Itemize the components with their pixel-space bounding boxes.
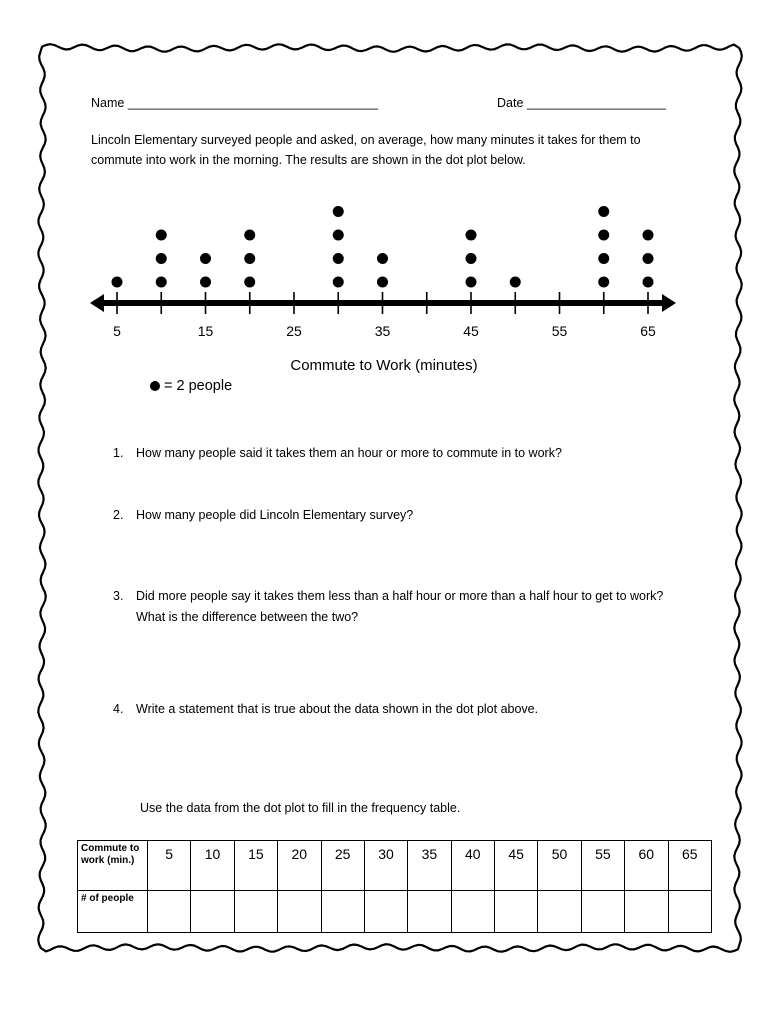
answer-cell[interactable] bbox=[668, 891, 712, 933]
row-header-people: # of people bbox=[78, 891, 148, 933]
data-dot bbox=[200, 253, 211, 264]
data-dot bbox=[156, 277, 167, 288]
name-field[interactable]: Name ____________________________________ bbox=[91, 96, 379, 110]
question-number: 2. bbox=[113, 508, 124, 522]
data-dot bbox=[112, 277, 123, 288]
answer-cell[interactable] bbox=[451, 891, 494, 933]
data-dot bbox=[643, 230, 654, 241]
right-arrow-icon bbox=[662, 294, 676, 312]
data-dot bbox=[244, 277, 255, 288]
answer-cell[interactable] bbox=[148, 891, 191, 933]
data-dot bbox=[643, 277, 654, 288]
question-1 bbox=[113, 443, 693, 464]
data-dot bbox=[598, 277, 609, 288]
data-dot bbox=[156, 253, 167, 264]
data-dot bbox=[200, 277, 211, 288]
data-dot bbox=[333, 253, 344, 264]
question-text: Write a statement that is true about the data shown in the dot plot above. bbox=[136, 702, 539, 716]
column-header: 65 bbox=[668, 841, 712, 891]
tick-label: 65 bbox=[640, 323, 656, 339]
question-number: 1. bbox=[113, 446, 124, 460]
data-dot bbox=[377, 277, 388, 288]
legend-label: = 2 people bbox=[164, 378, 233, 394]
data-dot bbox=[466, 277, 477, 288]
question-text: How many people said it takes them an hour or more to commute in to work? bbox=[136, 446, 562, 460]
table-instruction: Use the data from the dot plot to fill in the frequency table. bbox=[140, 801, 461, 815]
data-dot bbox=[333, 230, 344, 241]
column-header: 5 bbox=[148, 841, 191, 891]
answer-cell[interactable] bbox=[364, 891, 407, 933]
answer-cell[interactable] bbox=[538, 891, 581, 933]
data-dot bbox=[244, 230, 255, 241]
answer-cell[interactable] bbox=[625, 891, 668, 933]
column-header: 50 bbox=[538, 841, 581, 891]
data-dot bbox=[510, 277, 521, 288]
tick-labels bbox=[113, 323, 656, 339]
data-dot bbox=[598, 253, 609, 264]
question-2 bbox=[113, 505, 693, 526]
data-dot bbox=[598, 206, 609, 217]
column-header: 15 bbox=[234, 841, 277, 891]
column-header: 55 bbox=[581, 841, 624, 891]
table-row-people bbox=[78, 891, 712, 933]
table-row-minutes bbox=[78, 841, 712, 891]
column-header: 60 bbox=[625, 841, 668, 891]
frequency-table bbox=[77, 840, 712, 933]
column-header: 40 bbox=[451, 841, 494, 891]
data-dot bbox=[377, 253, 388, 264]
answer-cell[interactable] bbox=[191, 891, 234, 933]
tick-label: 5 bbox=[113, 323, 121, 339]
data-dot bbox=[598, 230, 609, 241]
tick-label: 45 bbox=[463, 323, 479, 339]
question-text: Did more people say it takes them less than a half hour or more than a half hour to get to work? What is the difference between the two? bbox=[136, 589, 664, 624]
column-header: 35 bbox=[408, 841, 451, 891]
question-number: 3. bbox=[113, 589, 124, 603]
answer-cell[interactable] bbox=[495, 891, 538, 933]
x-axis-title: Commute to Work (minutes) bbox=[290, 357, 478, 374]
legend bbox=[150, 376, 232, 396]
column-header: 30 bbox=[364, 841, 407, 891]
data-dots bbox=[112, 206, 654, 288]
data-dot bbox=[333, 206, 344, 217]
column-header: 10 bbox=[191, 841, 234, 891]
tick-label: 55 bbox=[551, 323, 568, 339]
answer-cell[interactable] bbox=[278, 891, 321, 933]
answer-cell[interactable] bbox=[581, 891, 624, 933]
data-dot bbox=[466, 253, 477, 264]
column-header: 45 bbox=[495, 841, 538, 891]
question-3 bbox=[113, 586, 693, 628]
intro-paragraph: Lincoln Elementary surveyed people and asked, on average, how many minutes it takes for them to commute into work in the morning. The results are shown in the dot plot below. bbox=[91, 133, 641, 167]
tick-label: 15 bbox=[197, 323, 214, 339]
dot-plot bbox=[80, 190, 690, 380]
data-dot bbox=[156, 230, 167, 241]
row-header-commute: Commute to work (min.) bbox=[78, 841, 148, 891]
answer-cell[interactable] bbox=[408, 891, 451, 933]
data-dot bbox=[466, 230, 477, 241]
column-header: 20 bbox=[278, 841, 321, 891]
left-arrow-icon bbox=[90, 294, 104, 312]
question-4 bbox=[113, 699, 693, 720]
answer-cell[interactable] bbox=[234, 891, 277, 933]
data-dot bbox=[643, 253, 654, 264]
answer-cell[interactable] bbox=[321, 891, 364, 933]
date-field[interactable]: Date ____________________ bbox=[497, 96, 666, 110]
question-number: 4. bbox=[113, 702, 124, 716]
tick-label: 25 bbox=[286, 323, 302, 339]
column-header: 25 bbox=[321, 841, 364, 891]
data-dot bbox=[333, 277, 344, 288]
data-dot bbox=[244, 253, 255, 264]
tick-label: 35 bbox=[374, 323, 391, 339]
legend-dot-icon bbox=[150, 381, 160, 391]
question-text: How many people did Lincoln Elementary survey? bbox=[136, 508, 414, 522]
